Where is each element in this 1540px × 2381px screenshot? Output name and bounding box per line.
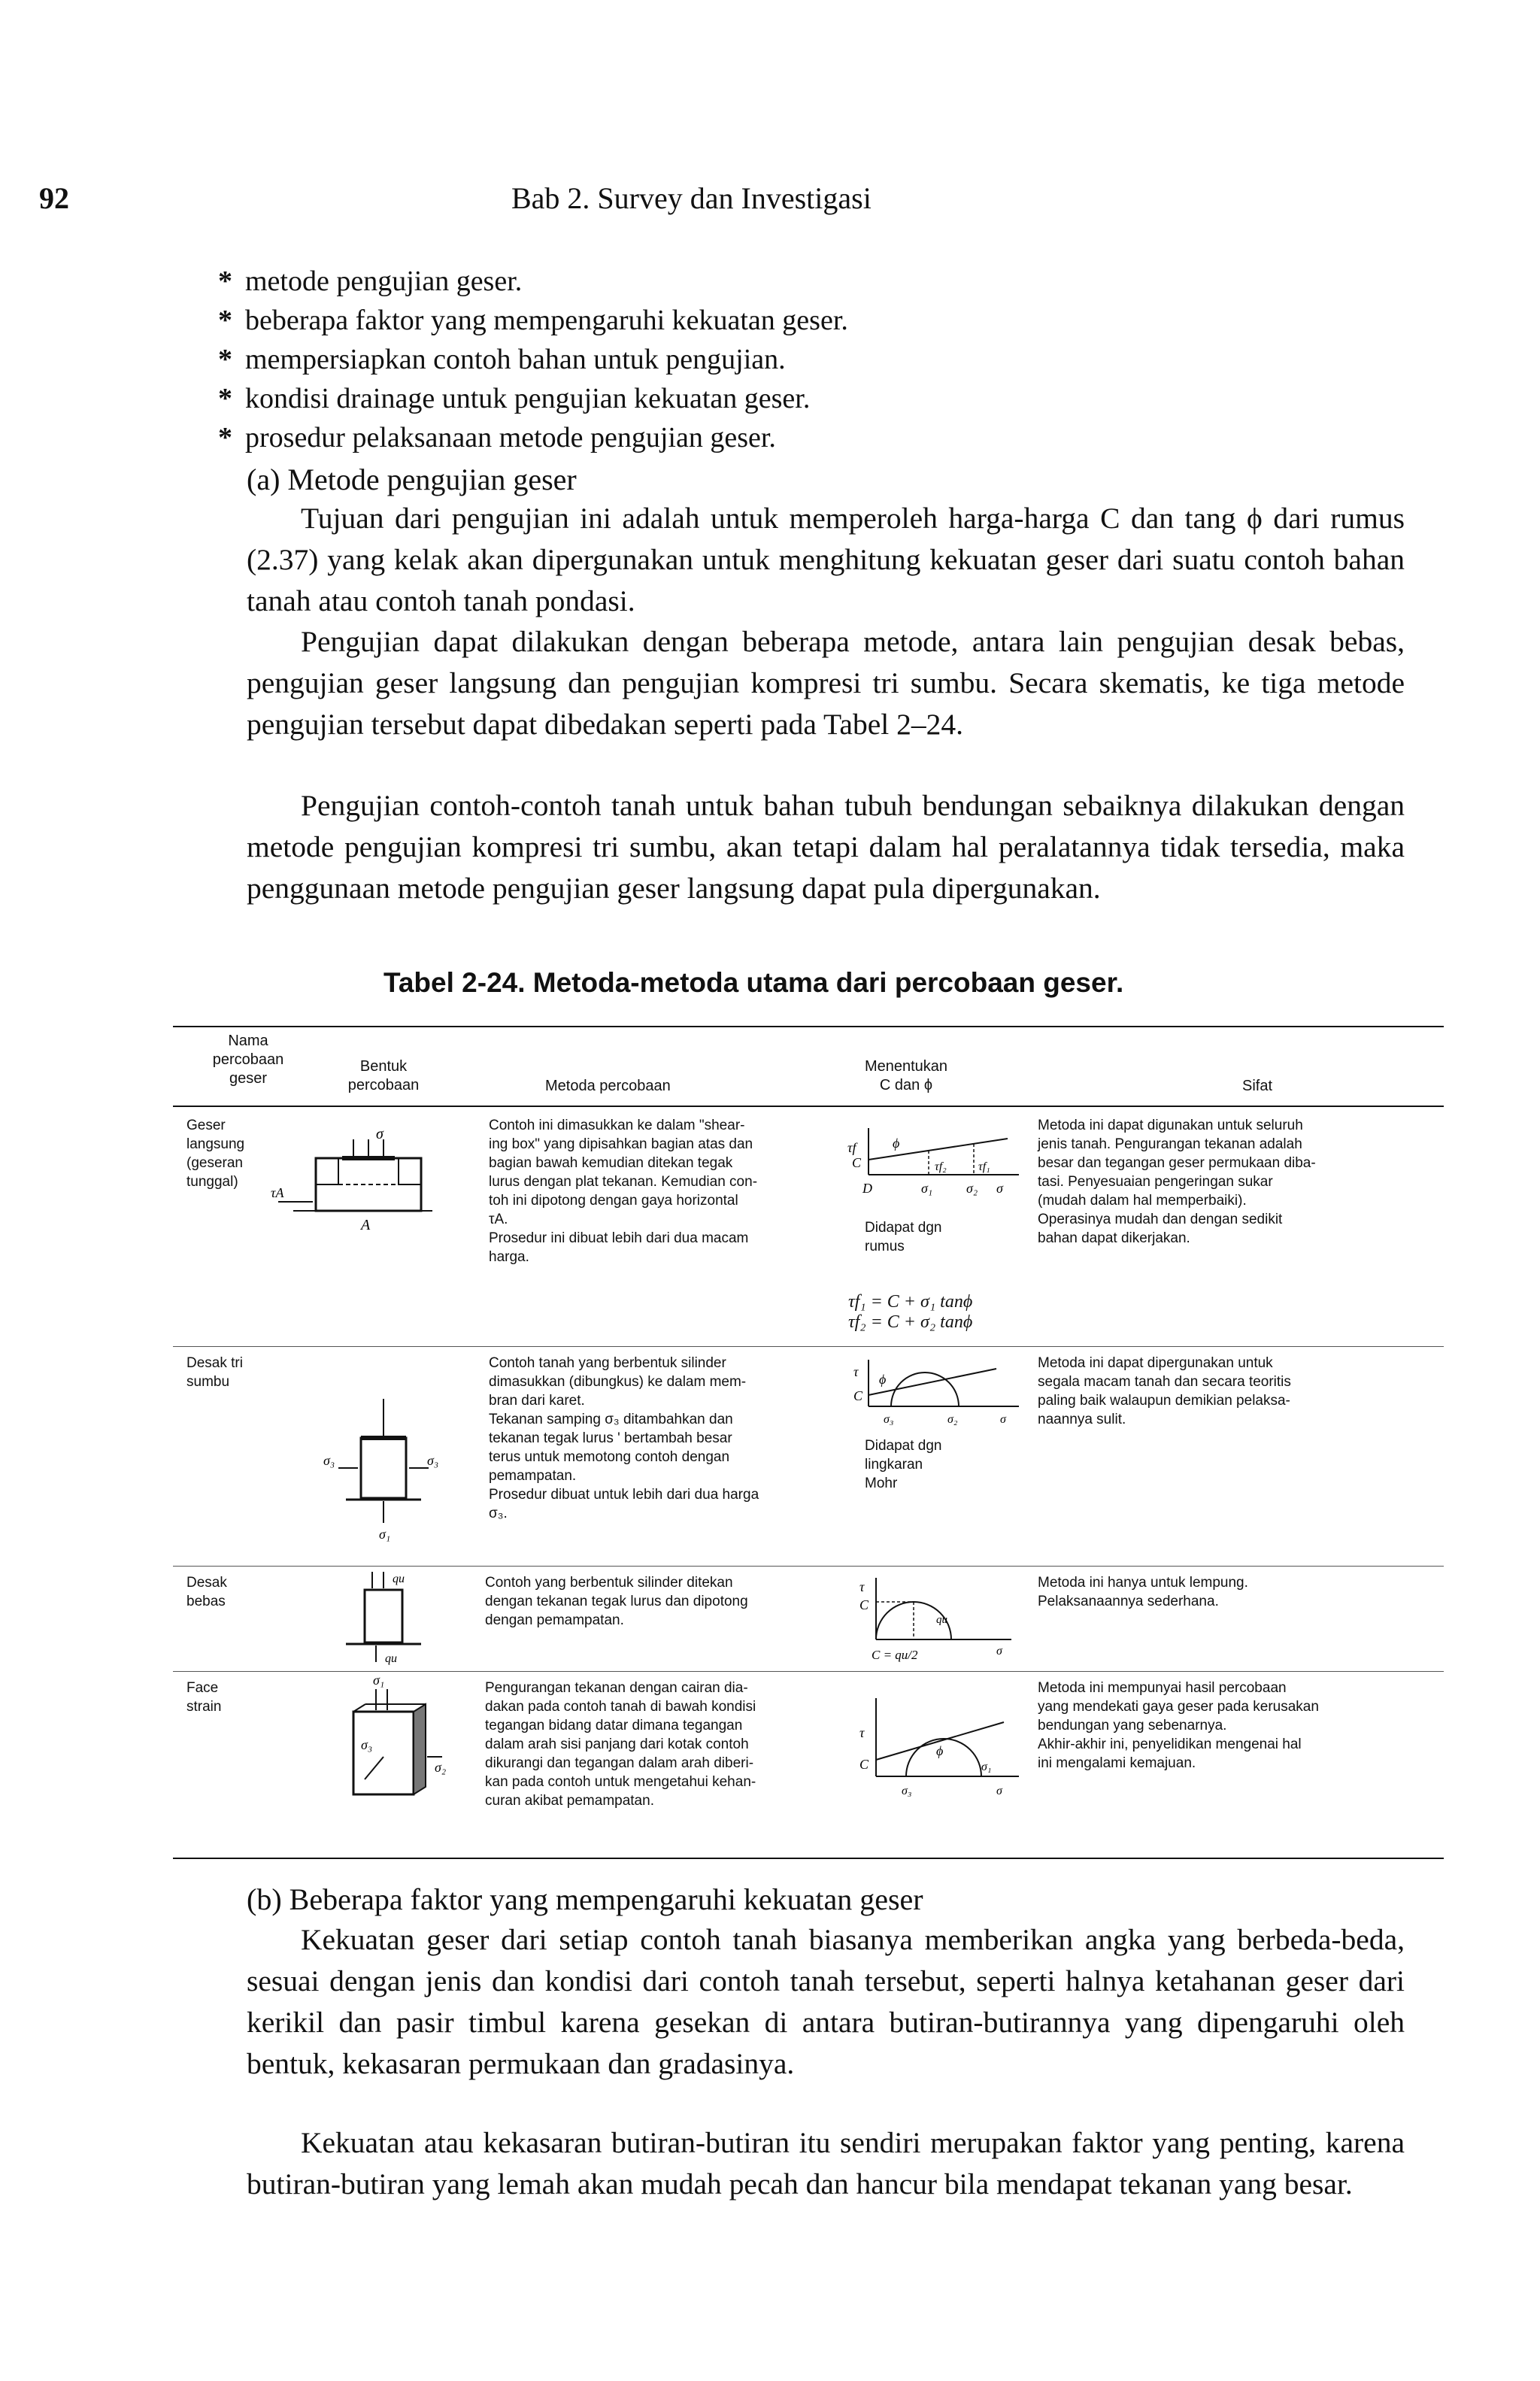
fig-label: σ₃ xyxy=(427,1453,439,1468)
cell-line: bahan dapat dikerjakan. xyxy=(1038,1230,1190,1246)
row1-name xyxy=(186,1116,244,1191)
cell-line: tegangan bidang datar dimana tegangan xyxy=(485,1718,743,1733)
section-b-paragraph-1: Kekuatan geser dari setiap contoh tanah biasanya memberikan angka yang berbeda-beda, sesuai dengan jenis dan kondisi dari contoh tanah tersebut, seperti halnya ketahanan geser dari kerikil dan pasir timbul karena gesekan di antara butiran-butirannya yang dipengaruhi oleh bentuk, kekasaran permukaan dan gradasinya. xyxy=(247,1923,1405,2080)
running-head: Bab 2. Survey dan Investigasi xyxy=(511,181,872,215)
unconfined-figure xyxy=(323,1569,444,1667)
cell-line: Contoh tanah yang berbentuk silinder xyxy=(489,1355,726,1371)
cell-line: langsung xyxy=(186,1136,245,1152)
cell-line: dalam arah sisi panjang dari kotak contoh xyxy=(485,1736,749,1752)
row1-equations xyxy=(848,1292,972,1333)
cell-line: strain xyxy=(186,1699,222,1715)
triaxial-specimen xyxy=(361,1438,406,1498)
cell-line: Metoda ini dapat digunakan untuk seluruh xyxy=(1038,1118,1303,1133)
row-divider xyxy=(173,1346,1444,1347)
cell-line: (geseran xyxy=(186,1155,243,1171)
cell-line: tunggal) xyxy=(186,1174,238,1190)
row1-method xyxy=(489,1116,835,1266)
section-b-paragraph-2: Kekuatan atau kekasaran butiran-butiran itu sendiri merupakan faktor yang penting, karena butiran-butiran yang lemah akan mudah pecah dan hancur bila mendapat tekanan yang besar. xyxy=(247,2126,1405,2201)
fig-label: C xyxy=(853,1388,863,1403)
section-a-paragraph-2: Pengujian dapat dilakukan dengan beberapa metode, antara lain pengujian desak bebas, pengujian geser langsung dan pengujian kompresi tri sumbu. Secara skematis, ke tiga metode pengujian tersebut dapat dibedakan seperti pada Tabel 2–24. xyxy=(247,625,1405,741)
fig-label: σ xyxy=(996,1181,1003,1196)
cell-line: kan pada contoh untuk mengetahui kehan- xyxy=(485,1774,756,1790)
table-header-rule xyxy=(173,1106,1444,1107)
cell-line: Pelaksanaannya sederhana. xyxy=(1038,1594,1219,1609)
cell-line: Pengurangan tekanan dengan cairan dia- xyxy=(485,1680,748,1696)
mohr-circle xyxy=(891,1372,959,1406)
cell-line: Didapat dgn xyxy=(865,1438,942,1454)
fig-label: σ₂ xyxy=(947,1413,958,1426)
fig-label: A xyxy=(361,1217,371,1233)
triaxial-mohr-graph xyxy=(846,1354,1034,1429)
header-shape xyxy=(320,1057,447,1095)
table-top-rule xyxy=(173,1026,1444,1027)
bullet-item: * beberapa faktor yang mempengaruhi kekuatan geser. xyxy=(218,301,1436,340)
plane-strain-mohr-graph xyxy=(846,1692,1034,1805)
cell-line: Prosedur ini dibuat lebih dari dua macam xyxy=(489,1230,749,1246)
box-side xyxy=(399,1158,421,1184)
cell-line: Desak tri xyxy=(186,1355,243,1371)
fig-label: σ₃ xyxy=(361,1737,373,1752)
internal-arrow xyxy=(365,1757,383,1779)
row2-nature xyxy=(1038,1354,1429,1429)
cell-line: terus untuk memotong contoh dengan xyxy=(489,1449,730,1465)
cell-line: ing box" yang dipisahkan bagian atas dan xyxy=(489,1136,753,1152)
cell-line: Desak xyxy=(186,1575,227,1591)
cell-line: dengan pemampatan. xyxy=(485,1612,624,1628)
cell-line: bagian bawah kemudian ditekan tegak xyxy=(489,1155,733,1171)
section-a-heading: (a) Metode pengujian geser xyxy=(247,463,577,496)
cell-line: pemampatan. xyxy=(489,1468,577,1484)
fig-label: σ₃ xyxy=(884,1413,894,1426)
fig-label: σ₁ xyxy=(981,1761,992,1773)
cell-line: naannya sulit. xyxy=(1038,1412,1126,1427)
cell-line: Didapat dgn xyxy=(865,1220,942,1236)
section-b-heading: (b) Beberapa faktor yang mempengaruhi kekuatan geser xyxy=(247,1882,923,1916)
cell-line: Prosedur dibuat untuk lebih dari dua harga xyxy=(489,1487,759,1503)
fig-label: σ xyxy=(1000,1413,1006,1426)
cell-line: paling baik walaupun demikian pelaksa- xyxy=(1038,1393,1290,1409)
plane-strain-figure xyxy=(308,1674,459,1824)
cell-line: Face xyxy=(186,1680,219,1696)
fig-label: qu xyxy=(393,1573,405,1585)
cell-line: lingkaran xyxy=(865,1457,923,1473)
fig-label: σ₃ xyxy=(902,1785,912,1797)
row4-nature xyxy=(1038,1679,1429,1773)
cell-line: toh ini dipotong dengan gaya horizontal xyxy=(489,1193,738,1209)
cell-line: (mudah dalam hal memperbaiki). xyxy=(1038,1193,1247,1209)
fig-label: ϕ xyxy=(936,1743,944,1758)
fig-label: σ xyxy=(996,1785,1002,1797)
row2-method xyxy=(489,1354,842,1523)
header-text: C dan ϕ xyxy=(879,1077,933,1093)
header-text: Bentuk xyxy=(359,1058,408,1075)
row-divider xyxy=(173,1566,1444,1567)
cell-line: harga. xyxy=(489,1249,529,1265)
cell-line: Contoh ini dimasukkan ke dalam "shear- xyxy=(489,1118,745,1133)
fig-label: C xyxy=(852,1155,862,1170)
fig-label: τ xyxy=(859,1725,865,1740)
cell-line: dikurangi dan tegangan dalam arah diberi- xyxy=(485,1755,754,1771)
direct-shear-graph xyxy=(846,1121,1034,1203)
row3-method xyxy=(485,1573,838,1630)
row4-name xyxy=(186,1679,221,1716)
fig-label: τf₂ xyxy=(935,1160,947,1173)
equation: τf₁ = C + σ₁ tanϕ xyxy=(848,1292,973,1312)
header-text: percobaan xyxy=(212,1051,284,1068)
header-name xyxy=(188,1032,308,1088)
fig-label: D xyxy=(862,1181,872,1196)
table-bottom-rule xyxy=(173,1858,1444,1859)
section-a-paragraph-3: Pengujian contoh-contoh tanah untuk bahan tubuh bendungan sebaiknya dilakukan dengan metode pengujian kompresi tri sumbu, akan tetapi dalam hal peralatannya tidak tersedia, maka penggunaan metode pengujian geser langsung dapat pula dipergunakan. xyxy=(247,789,1405,905)
plane-strain-box xyxy=(353,1712,414,1794)
cell-line: σ₃. xyxy=(489,1506,508,1521)
fig-label: ϕ xyxy=(879,1372,887,1387)
fig-label: τ xyxy=(859,1579,865,1594)
bullet-item: * kondisi drainage untuk pengujian kekuatan geser. xyxy=(218,379,1436,418)
header-text: percobaan xyxy=(347,1077,420,1093)
row2-determine xyxy=(865,1436,941,1493)
bullet-list xyxy=(218,262,1436,457)
header-determine xyxy=(850,1057,962,1095)
row-divider xyxy=(173,1671,1444,1672)
cell-line: tekanan tegak lurus ' bertambah besar xyxy=(489,1430,732,1446)
cell-line: Tekanan samping σ₃ ditambahkan dan xyxy=(489,1412,733,1427)
fig-label: qu xyxy=(385,1652,397,1665)
cell-line: bebas xyxy=(186,1594,226,1609)
row1-nature xyxy=(1038,1116,1429,1248)
cell-line: Metoda ini dapat dipergunakan untuk xyxy=(1038,1355,1273,1371)
fig-label: σ₂ xyxy=(435,1760,447,1775)
fig-label: C xyxy=(859,1597,869,1612)
fig-label: σ₃ xyxy=(323,1453,335,1468)
cell-line: curan akibat pemampatan. xyxy=(485,1793,654,1809)
cell-line: Mohr xyxy=(865,1476,898,1491)
cell-line: Akhir-akhir ini, penyelidikan mengenai hal xyxy=(1038,1736,1302,1752)
row1-determine xyxy=(865,1218,941,1256)
cell-line: Contoh yang berbentuk silinder ditekan xyxy=(485,1575,733,1591)
fig-label: ϕ xyxy=(893,1136,900,1151)
fig-label: C = qu/2 xyxy=(872,1648,918,1662)
page-number: 92 xyxy=(39,181,69,215)
header-nature: Sifat xyxy=(1242,1078,1273,1094)
cell-line: Metoda ini mempunyai hasil percobaan xyxy=(1038,1680,1287,1696)
row4-method xyxy=(485,1679,838,1810)
header-text: Nama xyxy=(228,1033,268,1049)
row2-name xyxy=(186,1354,243,1391)
header-text: Menentukan xyxy=(864,1058,948,1075)
cell-line: Geser xyxy=(186,1118,226,1133)
bullet-item: * mempersiapkan contoh bahan untuk pengujian. xyxy=(218,340,1436,379)
cell-line: Metoda ini hanya untuk lempung. xyxy=(1038,1575,1248,1591)
cell-line: dengan tekanan tegak lurus dan dipotong xyxy=(485,1594,748,1609)
equation: τf₂ = C + σ₂ tanϕ xyxy=(848,1312,973,1332)
cell-line: rumus xyxy=(865,1239,905,1254)
bullet-item: * metode pengujian geser. xyxy=(218,262,1436,301)
box-side-face xyxy=(414,1704,426,1794)
unconfined-mohr-graph xyxy=(846,1572,1034,1668)
row3-nature xyxy=(1038,1573,1429,1611)
cell-line: τA. xyxy=(489,1212,508,1227)
cell-line: tasi. Penyesuaian pengeringan sukar xyxy=(1038,1174,1273,1190)
header-method: Metoda percobaan xyxy=(545,1078,671,1094)
fig-label: σ xyxy=(996,1645,1002,1658)
fig-label: C xyxy=(859,1757,869,1772)
bullet-item: * prosedur pelaksanaan metode pengujian geser. xyxy=(218,418,1436,457)
cell-line: ini mengalami kemajuan. xyxy=(1038,1755,1196,1771)
failure-envelope xyxy=(869,1139,1008,1160)
cell-line: segala macam tanah dan secara teoritis xyxy=(1038,1374,1291,1390)
fig-label: σ₁ xyxy=(373,1674,385,1688)
cell-line: bran dari karet. xyxy=(489,1393,585,1409)
direct-shear-figure xyxy=(263,1128,451,1271)
triaxial-figure xyxy=(323,1391,444,1542)
cell-line: Operasinya mudah dan dengan sedikit xyxy=(1038,1212,1283,1227)
fig-label: τf₁ xyxy=(978,1160,990,1173)
section-a-paragraph-1: Tujuan dari pengujian ini adalah untuk memperoleh harga-harga C dan tang ϕ dari rumus (2.37) yang kelak akan dipergunakan untuk menghitung kekuatan geser dari suatu contoh bahan tanah atau contoh tanah pondasi. xyxy=(247,502,1405,617)
box-side xyxy=(316,1158,338,1184)
cell-line: dimasukkan (dibungkus) ke dalam mem- xyxy=(489,1374,747,1390)
table-caption: Tabel 2-24. Metoda-metoda utama dari percobaan geser. xyxy=(383,967,1124,998)
cell-line: bendungan yang sebenarnya. xyxy=(1038,1718,1227,1733)
fig-label: σ₂ xyxy=(966,1181,978,1196)
cell-line: lurus dengan plat tekanan. Kemudian con- xyxy=(489,1174,758,1190)
unconfined-specimen xyxy=(365,1590,402,1642)
fig-label: τ xyxy=(853,1364,859,1379)
cell-line: sumbu xyxy=(186,1374,230,1390)
header-text: geser xyxy=(229,1070,268,1087)
cell-line: dakan pada contoh tanah di bawah kondisi xyxy=(485,1699,756,1715)
fig-label: σ₁ xyxy=(379,1527,391,1542)
fig-label: σ xyxy=(376,1128,383,1142)
cell-line: yang mendekati gaya geser pada kerusakan xyxy=(1038,1699,1319,1715)
cell-line: jenis tanah. Pengurangan tekanan adalah xyxy=(1038,1136,1302,1152)
fig-label: τf xyxy=(847,1140,856,1155)
fig-label: σ₁ xyxy=(921,1181,933,1196)
row3-name xyxy=(186,1573,227,1611)
mohr-circle xyxy=(906,1739,981,1776)
cell-line: besar dan tegangan geser permukaan diba- xyxy=(1038,1155,1316,1171)
fig-label: τA xyxy=(271,1185,284,1200)
fig-label: qu xyxy=(936,1614,947,1626)
